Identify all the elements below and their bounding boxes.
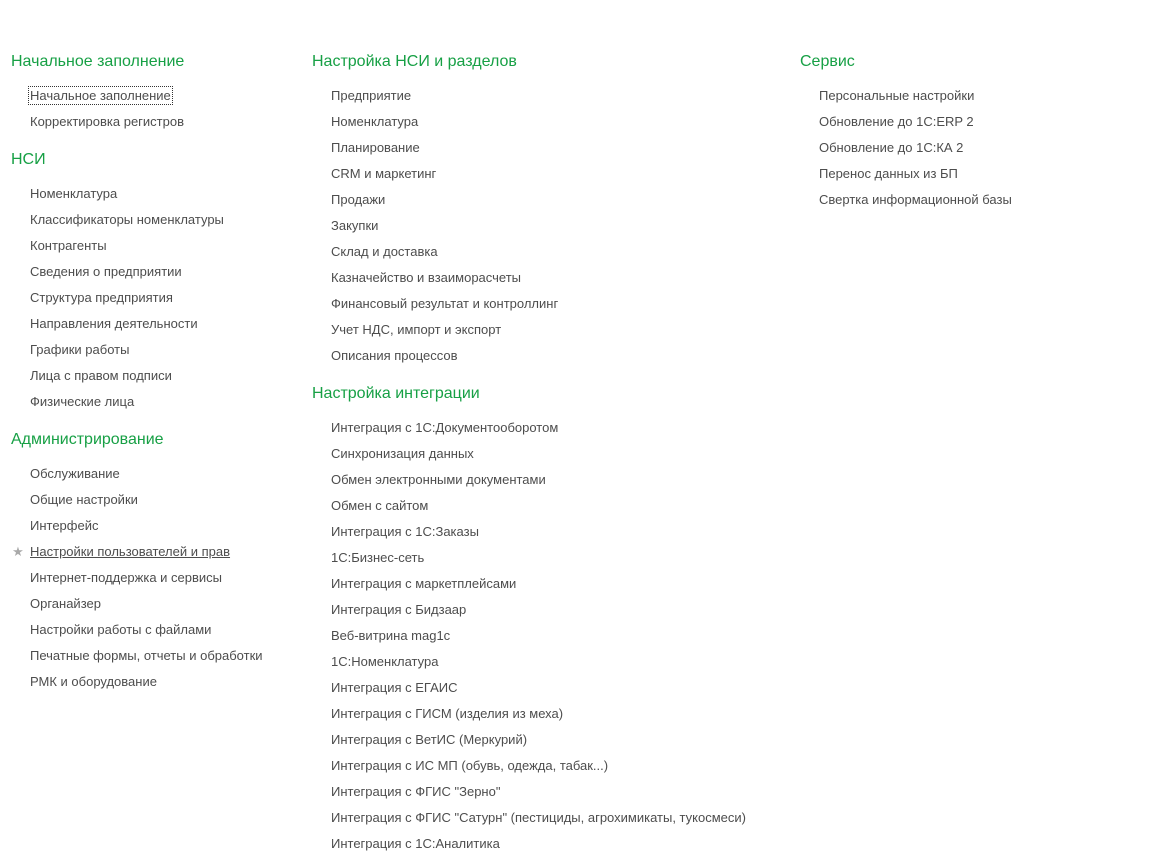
nav-link-label[interactable]: Номенклатура	[331, 114, 419, 129]
nav-link[interactable]	[312, 701, 792, 727]
nav-link-label[interactable]: Свертка информационной базы	[819, 192, 1012, 207]
nav-link[interactable]	[312, 343, 792, 369]
section-0-1	[11, 150, 301, 415]
nav-link-label[interactable]: Обновление до 1С:КА 2	[819, 140, 964, 155]
nav-link[interactable]	[312, 597, 792, 623]
nav-link[interactable]	[11, 311, 301, 337]
nav-link-label[interactable]: Физические лица	[30, 394, 135, 409]
nav-link[interactable]	[11, 233, 301, 259]
nav-link-label[interactable]: Органайзер	[30, 596, 101, 611]
nav-link[interactable]	[312, 467, 792, 493]
nav-link[interactable]	[312, 623, 792, 649]
nav-link-label[interactable]: Интеграция с 1С:Документооборотом	[331, 420, 559, 435]
nav-link-label[interactable]: Лица с правом подписи	[30, 368, 172, 383]
nav-link[interactable]	[800, 161, 1140, 187]
nav-link-label[interactable]: Предприятие	[331, 88, 412, 103]
nav-link[interactable]	[312, 415, 792, 441]
nav-link-label[interactable]: Планирование	[331, 140, 420, 155]
nav-link[interactable]	[11, 513, 301, 539]
nav-link-label[interactable]: Интеграция с ФГИС "Зерно"	[331, 784, 501, 799]
nav-link[interactable]	[11, 643, 301, 669]
section-items	[11, 461, 301, 695]
nav-link[interactable]	[312, 109, 792, 135]
nav-link[interactable]	[11, 669, 301, 695]
nav-link[interactable]	[11, 181, 301, 207]
nav-link-label[interactable]: Структура предприятия	[30, 290, 173, 305]
nav-link-label[interactable]: Интеграция с 1С:Заказы	[331, 524, 479, 539]
nav-link[interactable]	[11, 487, 301, 513]
nav-link[interactable]	[312, 727, 792, 753]
nav-link-label[interactable]: Описания процессов	[331, 348, 458, 363]
nav-link-label[interactable]: Обслуживание	[30, 466, 120, 481]
nav-link[interactable]	[312, 239, 792, 265]
nav-link[interactable]	[312, 753, 792, 779]
nav-link[interactable]	[11, 83, 301, 109]
nav-link[interactable]	[11, 461, 301, 487]
section-title: Настройка интеграции	[312, 385, 480, 402]
nav-link[interactable]	[11, 259, 301, 285]
nav-link-label[interactable]: Склад и доставка	[331, 244, 438, 259]
nav-link-label[interactable]: Интеграция с Бидзаар	[331, 602, 467, 617]
section-2-0	[800, 52, 1140, 213]
nav-link[interactable]	[11, 565, 301, 591]
nav-link-label[interactable]: 1С:Бизнес-сеть	[331, 550, 425, 565]
nav-link-label[interactable]: Персональные настройки	[819, 88, 975, 103]
nav-link[interactable]	[312, 187, 792, 213]
nav-link[interactable]	[312, 545, 792, 571]
section-items	[11, 83, 301, 135]
nav-link[interactable]	[312, 493, 792, 519]
nav-link-label[interactable]: Номенклатура	[30, 186, 118, 201]
nav-link-label[interactable]: Интеграция с ВетИС (Меркурий)	[331, 732, 528, 747]
section-1-1	[312, 384, 792, 857]
nav-link[interactable]	[312, 265, 792, 291]
nav-link[interactable]	[312, 571, 792, 597]
nav-link-label[interactable]: Интеграция с 1С:Аналитика	[331, 836, 500, 851]
star-icon[interactable]: ★	[12, 544, 24, 559]
nav-link-label[interactable]: 1С:Номенклатура	[331, 654, 439, 669]
nav-link[interactable]	[312, 317, 792, 343]
section-title: Сервис	[800, 53, 855, 70]
nav-link[interactable]	[11, 109, 301, 135]
nav-link-label[interactable]: CRM и маркетинг	[331, 166, 437, 181]
nav-link-label[interactable]: Контрагенты	[30, 238, 107, 253]
nav-link-label[interactable]: Интеграция с маркетплейсами	[331, 576, 517, 591]
section-title: Администрирование	[11, 431, 164, 448]
column-left	[11, 52, 301, 695]
nav-link-label[interactable]: Начальное заполнение	[30, 88, 171, 103]
nav-link[interactable]	[312, 213, 792, 239]
nav-link-label[interactable]: Общие настройки	[30, 492, 138, 507]
section-items	[312, 83, 792, 369]
nav-link[interactable]	[800, 187, 1140, 213]
nav-link-label[interactable]: Интеграция с ФГИС "Сатурн" (пестициды, агрохимикаты, тукосмеси)	[331, 810, 746, 825]
nav-link[interactable]	[312, 135, 792, 161]
nav-link-label[interactable]: Учет НДС, импорт и экспорт	[331, 322, 502, 337]
nav-link-label[interactable]: Настройки пользователей и прав	[30, 544, 231, 559]
nav-link[interactable]	[312, 649, 792, 675]
nav-link-label[interactable]: Обновление до 1С:ERP 2	[819, 114, 974, 129]
nav-link[interactable]	[312, 519, 792, 545]
nav-link-label[interactable]: РМК и оборудование	[30, 674, 157, 689]
column-middle	[312, 52, 792, 857]
nav-link[interactable]	[11, 389, 301, 415]
nav-link[interactable]	[11, 285, 301, 311]
nav-link-label[interactable]: Перенос данных из БП	[819, 166, 958, 181]
section-title: НСИ	[11, 151, 46, 168]
nav-link-label[interactable]: Интеграция с ИС МП (обувь, одежда, табак...)	[331, 758, 609, 773]
nav-link[interactable]	[312, 441, 792, 467]
section-0-0	[11, 52, 301, 135]
section-1-0	[312, 52, 792, 369]
nav-link-label[interactable]: Веб-витрина mag1c	[331, 628, 451, 643]
nav-link-label[interactable]: Корректировка регистров	[30, 114, 185, 129]
section-items	[312, 415, 792, 857]
nav-link[interactable]	[312, 675, 792, 701]
nav-link-label[interactable]: Настройки работы с файлами	[30, 622, 212, 637]
nav-link[interactable]	[312, 831, 792, 857]
nav-link[interactable]	[800, 83, 1140, 109]
nav-link-label[interactable]: Графики работы	[30, 342, 130, 357]
nav-link-label[interactable]: Обмен с сайтом	[331, 498, 429, 513]
nav-link[interactable]	[312, 161, 792, 187]
nav-link-label[interactable]: Интеграция с ЕГАИС	[331, 680, 458, 695]
nav-link-label[interactable]: Интеграция с ГИСМ (изделия из меха)	[331, 706, 564, 721]
nav-link-label[interactable]: Направления деятельности	[30, 316, 198, 331]
nav-link-label[interactable]: Сведения о предприятии	[30, 264, 182, 279]
nav-link-label[interactable]: Печатные формы, отчеты и обработки	[30, 648, 263, 663]
nav-link[interactable]	[11, 591, 301, 617]
nav-link[interactable]	[11, 337, 301, 363]
nav-link-label[interactable]: Интернет-поддержка и сервисы	[30, 570, 223, 585]
nav-link[interactable]	[800, 109, 1140, 135]
column-right	[800, 52, 1140, 213]
section-items	[11, 181, 301, 415]
nav-link[interactable]	[11, 539, 301, 565]
nav-link-label[interactable]: Продажи	[331, 192, 386, 207]
section-0-2	[11, 430, 301, 695]
nav-link-label[interactable]: Интерфейс	[30, 518, 99, 533]
nav-link[interactable]	[312, 779, 792, 805]
nav-link[interactable]	[312, 805, 792, 831]
nav-link-label[interactable]: Классификаторы номенклатуры	[30, 212, 224, 227]
nav-link[interactable]	[800, 135, 1140, 161]
section-items	[800, 83, 1140, 213]
section-title: Начальное заполнение	[11, 53, 185, 70]
nav-link[interactable]	[312, 291, 792, 317]
nav-link[interactable]	[11, 207, 301, 233]
nav-link-label[interactable]: Казначейство и взаиморасчеты	[331, 270, 521, 285]
section-title: Настройка НСИ и разделов	[312, 53, 517, 70]
nav-link[interactable]	[11, 617, 301, 643]
nav-link-label[interactable]: Финансовый результат и контроллинг	[331, 296, 559, 311]
nav-link-label[interactable]: Синхронизация данных	[331, 446, 474, 461]
nav-link-label[interactable]: Обмен электронными документами	[331, 472, 546, 487]
nav-link[interactable]	[11, 363, 301, 389]
nav-link-label[interactable]: Закупки	[331, 218, 379, 233]
nav-link[interactable]	[312, 83, 792, 109]
